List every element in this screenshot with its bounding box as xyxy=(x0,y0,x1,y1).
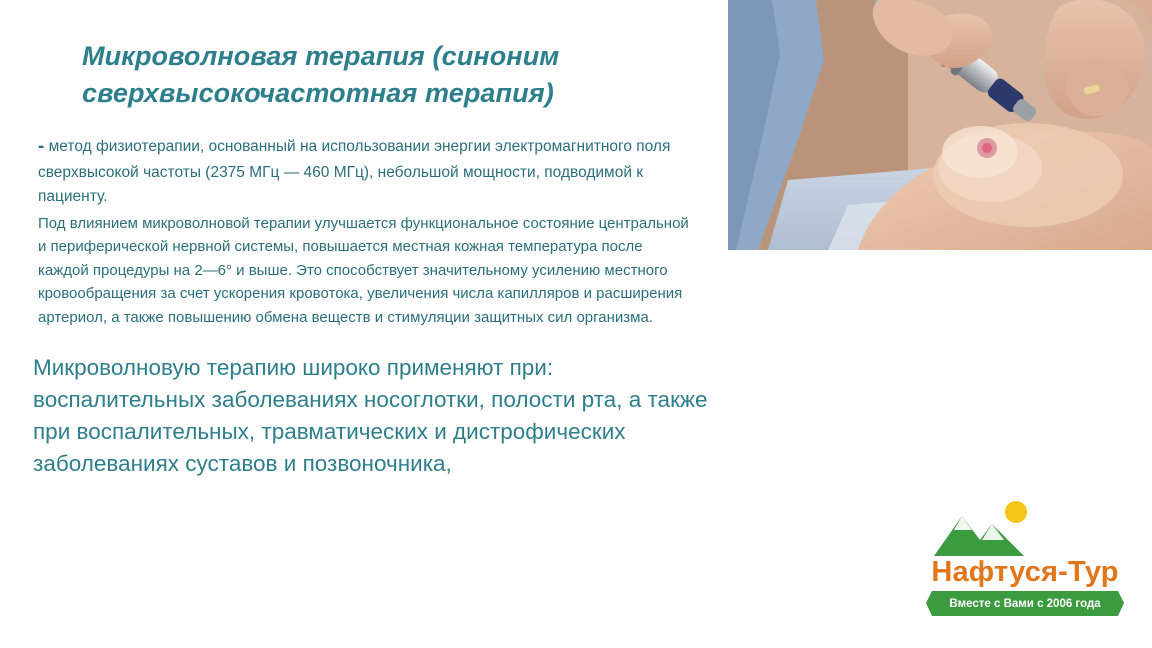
lead-dash: - xyxy=(38,136,45,157)
paragraph-definition xyxy=(38,132,678,209)
paragraph-indications: Микроволновую терапию широко применяют при: воспалительных заболеваниях носоглотки, полости рта, а также при воспалительных, травматических и дистрофических заболеваниях суставов и позвоночника, xyxy=(33,355,708,476)
logo-tagline-text: Вместе с Вами с 2006 года xyxy=(949,597,1101,610)
paragraph-definition-text: метод физиотерапии, основанный на использовании энергии электромагнитного поля сверхвысокой частоты (2375 МГц — 460 МГц), небольшой мощности, подводимой к пациенту. xyxy=(38,138,671,206)
paragraph-effects: Под влиянием микроволновой терапии улучшается функциональное состояние центральной и периферической нервной системы, повышается местная кожная температура после каждой процедуры на 2—6° и выше. Это способствует значительному усилению местного кровообращения за счет ускорения кровотока, увеличения числа капилляров и расширения артериол, а также повышению обмена веществ и стимуляции защитных сил организма. xyxy=(38,215,689,326)
mountains-sun-logo-icon xyxy=(932,498,1052,560)
therapy-photo-illustration xyxy=(728,0,1152,250)
logo-brand-text: Нафтуся-Тур xyxy=(931,556,1119,588)
logo-tagline-ribbon xyxy=(926,591,1124,616)
therapy-photo xyxy=(728,0,1152,250)
page-title: Микроволновая терапия (синоним сверхвысокочастотная терапия) xyxy=(82,41,560,108)
logo xyxy=(916,498,1134,624)
sun-icon xyxy=(1005,501,1027,523)
